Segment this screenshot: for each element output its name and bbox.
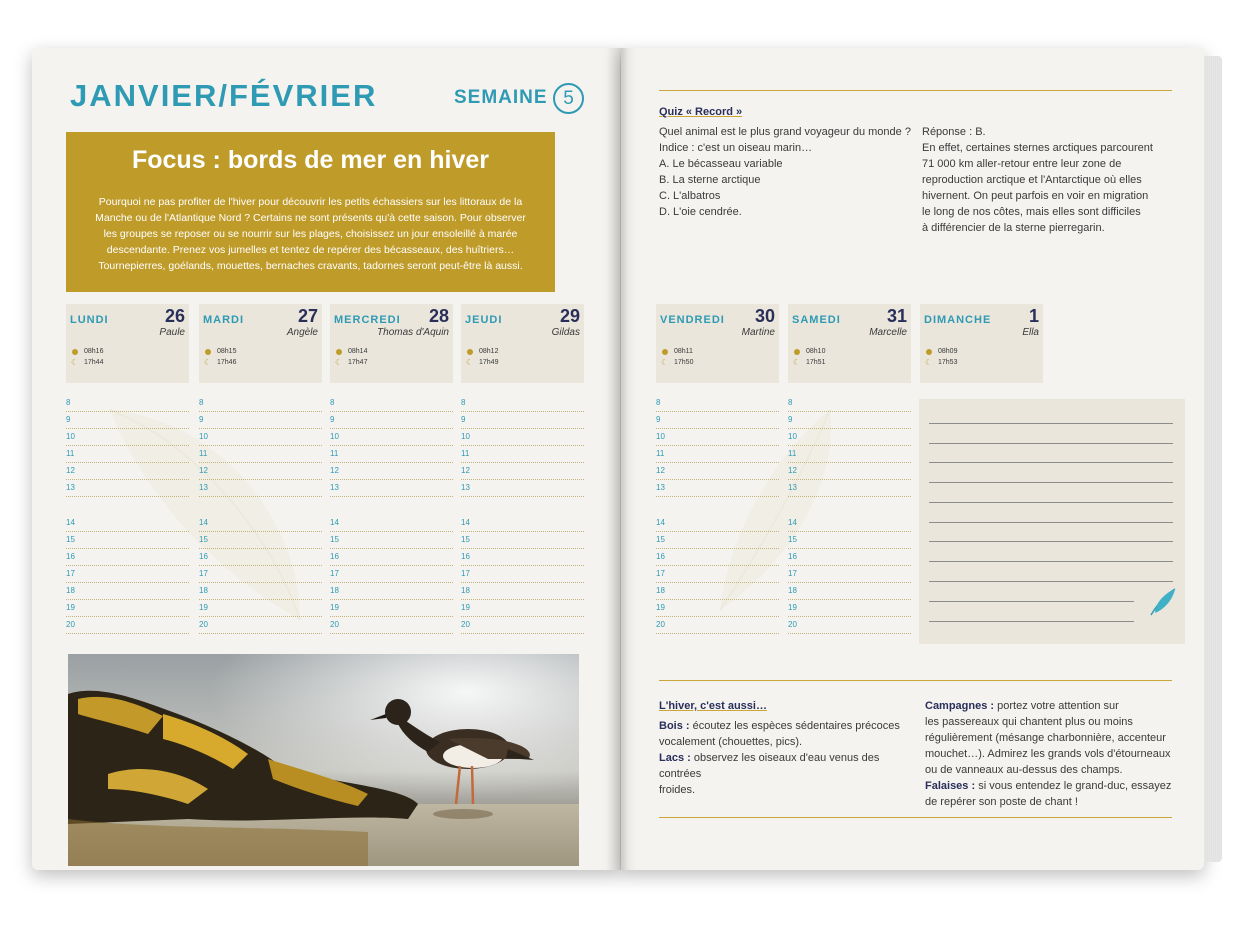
bird-photo bbox=[68, 654, 579, 866]
day-card-dimanche[interactable] bbox=[920, 304, 1043, 383]
hour-slot-jeudi-19[interactable] bbox=[461, 603, 584, 617]
bois-line2: vocalement (chouettes, pics). bbox=[659, 736, 803, 748]
hour-label: 17 bbox=[461, 569, 470, 578]
hour-slot-mardi-16[interactable] bbox=[199, 552, 322, 566]
day-name: SAMEDI bbox=[792, 314, 841, 326]
hour-slot-mercredi-20[interactable] bbox=[330, 620, 453, 634]
hour-slot-mercredi-10[interactable] bbox=[330, 432, 453, 446]
hour-slot-samedi-9[interactable] bbox=[788, 415, 911, 429]
sunrise-time: 08h09 bbox=[938, 348, 958, 355]
day-name: JEUDI bbox=[465, 314, 503, 326]
hour-slot-jeudi-18[interactable] bbox=[461, 586, 584, 600]
hour-slot-lundi-10[interactable] bbox=[66, 432, 189, 446]
campagnes-line-1: régulièrement (mésange charbonnière, accenteur bbox=[925, 732, 1166, 744]
hour-slot-samedi-17[interactable] bbox=[788, 569, 911, 583]
day-number: 31 bbox=[886, 306, 907, 326]
hour-slot-jeudi-17[interactable] bbox=[461, 569, 584, 583]
day-card-samedi[interactable] bbox=[788, 304, 911, 383]
note-line bbox=[929, 561, 1173, 562]
bois-line1: écoutez les espèces sédentaires précoces bbox=[689, 720, 900, 732]
note-line bbox=[929, 462, 1173, 463]
hour-label: 18 bbox=[199, 586, 208, 595]
hour-label: 15 bbox=[656, 535, 665, 544]
quiz-line: B. La sterne arctique bbox=[659, 174, 761, 186]
page-edge-stack bbox=[1204, 56, 1222, 862]
hour-label: 20 bbox=[656, 620, 665, 629]
day-name: LUNDI bbox=[70, 314, 109, 326]
day-number: 28 bbox=[428, 306, 449, 326]
sunrise-time: 08h11 bbox=[674, 348, 693, 355]
quiz-line: Quel animal est le plus grand voyageur du monde ? bbox=[659, 126, 911, 138]
sunrise-time: 08h10 bbox=[806, 348, 826, 355]
campagnes-line1: portez votre attention sur bbox=[994, 700, 1119, 712]
feather-watermark-right bbox=[700, 400, 860, 620]
sun-dot-icon bbox=[336, 349, 342, 355]
sun-dot-icon bbox=[926, 349, 932, 355]
hour-slot-jeudi-10[interactable] bbox=[461, 432, 584, 446]
quiz-answer bbox=[922, 124, 1182, 236]
hour-slot-mardi-18[interactable] bbox=[199, 586, 322, 600]
hour-label: 19 bbox=[788, 603, 797, 612]
hour-label: 20 bbox=[330, 620, 339, 629]
lacs-line1: observez les oiseaux d'eau venus des contrées bbox=[659, 752, 880, 780]
day-number: 26 bbox=[164, 306, 185, 326]
lacs-line2: froides. bbox=[659, 784, 696, 796]
sunset-time: 17h49 bbox=[479, 359, 499, 366]
quiz-line: D. L'oie cendrée. bbox=[659, 206, 742, 218]
hour-label: 10 bbox=[66, 432, 75, 441]
hour-slot-vendredi-15[interactable] bbox=[656, 535, 779, 549]
day-saint: Gildas bbox=[551, 327, 580, 338]
hour-slot-mardi-8[interactable] bbox=[199, 398, 322, 412]
hour-label: 14 bbox=[199, 518, 208, 527]
hour-label: 19 bbox=[656, 603, 665, 612]
hour-label: 13 bbox=[656, 483, 665, 492]
hour-slot-mercredi-17[interactable] bbox=[330, 569, 453, 583]
hour-slot-lundi-15[interactable] bbox=[66, 535, 189, 549]
hour-label: 8 bbox=[461, 398, 466, 407]
hour-label: 16 bbox=[656, 552, 665, 561]
moon-crescent-icon: ☾ bbox=[466, 358, 474, 367]
hour-label: 16 bbox=[461, 552, 470, 561]
hour-slot-jeudi-15[interactable] bbox=[461, 535, 584, 549]
note-line bbox=[929, 423, 1173, 424]
day-name: DIMANCHE bbox=[924, 314, 992, 326]
answer-line: hivernent. On peut parfois en voir en migration bbox=[922, 190, 1149, 202]
hour-slot-vendredi-14[interactable] bbox=[656, 518, 779, 532]
day-name: MERCREDI bbox=[334, 314, 401, 326]
hour-label: 18 bbox=[788, 586, 797, 595]
sun-dot-icon bbox=[72, 349, 78, 355]
hour-label: 17 bbox=[66, 569, 75, 578]
hour-slot-mercredi-18[interactable] bbox=[330, 586, 453, 600]
day-saint: Ella bbox=[1022, 327, 1039, 338]
sunrise-time: 08h16 bbox=[84, 348, 104, 355]
quiz-line: C. L'albatros bbox=[659, 190, 721, 202]
answer-line: 71 000 km aller-retour entre leur zone de bbox=[922, 158, 1122, 170]
hour-label: 11 bbox=[656, 449, 665, 458]
day-saint: Martine bbox=[741, 327, 775, 338]
hour-slot-mercredi-13[interactable] bbox=[330, 483, 453, 497]
hour-slot-mardi-13[interactable] bbox=[199, 483, 322, 497]
sunset-time: 17h50 bbox=[674, 359, 694, 366]
hour-slot-mardi-9[interactable] bbox=[199, 415, 322, 429]
note-line bbox=[929, 581, 1173, 582]
hour-slot-mercredi-15[interactable] bbox=[330, 535, 453, 549]
hour-label: 9 bbox=[330, 415, 335, 424]
hour-slot-lundi-8[interactable] bbox=[66, 398, 189, 412]
hour-label: 17 bbox=[788, 569, 797, 578]
hour-slot-mardi-20[interactable] bbox=[199, 620, 322, 634]
day-name: VENDREDI bbox=[660, 314, 725, 326]
answer-line: En effet, certaines sternes arctiques parcourent bbox=[922, 142, 1153, 154]
hour-slot-samedi-16[interactable] bbox=[788, 552, 911, 566]
hour-slot-jeudi-13[interactable] bbox=[461, 483, 584, 497]
note-line bbox=[929, 502, 1173, 503]
hour-slot-samedi-18[interactable] bbox=[788, 586, 911, 600]
hour-slot-lundi-12[interactable] bbox=[66, 466, 189, 480]
hour-label: 12 bbox=[199, 466, 208, 475]
hour-label: 14 bbox=[66, 518, 75, 527]
falaises-line1: si vous entendez le grand-duc, essayez bbox=[975, 780, 1172, 792]
moon-crescent-icon: ☾ bbox=[661, 358, 669, 367]
moon-crescent-icon: ☾ bbox=[335, 358, 343, 367]
hour-label: 15 bbox=[330, 535, 339, 544]
hour-label: 10 bbox=[656, 432, 665, 441]
hour-slot-vendredi-16[interactable] bbox=[656, 552, 779, 566]
winter-left-column bbox=[659, 718, 921, 798]
day-saint: Paule bbox=[159, 327, 185, 338]
hour-label: 9 bbox=[66, 415, 71, 424]
campagnes-line-2: mouchet…). Admirez les grands vols d'étourneaux bbox=[925, 748, 1171, 760]
hour-slot-jeudi-14[interactable] bbox=[461, 518, 584, 532]
hour-slot-lundi-13[interactable] bbox=[66, 483, 189, 497]
day-card-mardi[interactable] bbox=[199, 304, 322, 383]
hour-slot-vendredi-10[interactable] bbox=[656, 432, 779, 446]
hour-label: 16 bbox=[199, 552, 208, 561]
hour-label: 15 bbox=[199, 535, 208, 544]
hour-slot-mercredi-8[interactable] bbox=[330, 398, 453, 412]
note-line bbox=[929, 443, 1173, 444]
answer-line: reproduction arctique et l'Antarctique où elles bbox=[922, 174, 1142, 186]
campagnes-line-3: ou de vanneaux au-dessus des champs. bbox=[925, 764, 1123, 776]
hour-label: 15 bbox=[788, 535, 797, 544]
hour-label: 11 bbox=[788, 449, 797, 458]
hour-slot-samedi-14[interactable] bbox=[788, 518, 911, 532]
hour-label: 19 bbox=[461, 603, 470, 612]
hour-label: 18 bbox=[66, 586, 75, 595]
hour-slot-jeudi-9[interactable] bbox=[461, 415, 584, 429]
quiz-top-rule bbox=[659, 90, 1172, 91]
hour-label: 15 bbox=[66, 535, 75, 544]
hour-label: 11 bbox=[199, 449, 208, 458]
day-card-vendredi[interactable] bbox=[656, 304, 779, 383]
sunrise-time: 08h15 bbox=[217, 348, 237, 355]
hour-label: 9 bbox=[461, 415, 466, 424]
notes-box[interactable] bbox=[919, 399, 1185, 644]
week-label: SEMAINE bbox=[454, 87, 548, 108]
hour-slot-lundi-14[interactable] bbox=[66, 518, 189, 532]
hour-label: 8 bbox=[199, 398, 204, 407]
sunset-time: 17h53 bbox=[938, 359, 958, 366]
hour-slot-samedi-11[interactable] bbox=[788, 449, 911, 463]
hour-slot-vendredi-11[interactable] bbox=[656, 449, 779, 463]
campagnes-label: Campagnes : bbox=[925, 700, 995, 712]
hour-label: 9 bbox=[199, 415, 204, 424]
sun-dot-icon bbox=[205, 349, 211, 355]
hour-slot-jeudi-8[interactable] bbox=[461, 398, 584, 412]
hour-label: 8 bbox=[656, 398, 661, 407]
hour-slot-lundi-18[interactable] bbox=[66, 586, 189, 600]
day-card-jeudi[interactable] bbox=[461, 304, 584, 383]
hour-slot-vendredi-12[interactable] bbox=[656, 466, 779, 480]
hour-label: 19 bbox=[66, 603, 75, 612]
hour-label: 18 bbox=[461, 586, 470, 595]
hour-label: 8 bbox=[788, 398, 793, 407]
focus-title: Focus : bords de mer en hiver bbox=[131, 146, 490, 174]
hour-slot-jeudi-20[interactable] bbox=[461, 620, 584, 634]
hour-label: 11 bbox=[330, 449, 339, 458]
hour-label: 9 bbox=[656, 415, 661, 424]
hour-label: 11 bbox=[461, 449, 470, 458]
hour-slot-mercredi-16[interactable] bbox=[330, 552, 453, 566]
hour-label: 12 bbox=[330, 466, 339, 475]
hour-label: 13 bbox=[788, 483, 797, 492]
quiz-line: Indice : c'est un oiseau marin… bbox=[659, 142, 813, 154]
hour-slot-mardi-14[interactable] bbox=[199, 518, 322, 532]
hour-slot-samedi-20[interactable] bbox=[788, 620, 911, 634]
falaises-line2: de repérer son poste de chant ! bbox=[925, 796, 1078, 808]
hour-label: 18 bbox=[656, 586, 665, 595]
winter-heading: L'hiver, c'est aussi… bbox=[659, 700, 767, 712]
quiz-question bbox=[659, 124, 919, 220]
hour-label: 17 bbox=[199, 569, 208, 578]
sun-dot-icon bbox=[467, 349, 473, 355]
hour-label: 14 bbox=[330, 518, 339, 527]
bois-label: Bois : bbox=[659, 720, 690, 732]
week-number-badge: 5 bbox=[553, 83, 584, 114]
hour-slot-lundi-17[interactable] bbox=[66, 569, 189, 583]
hour-slot-vendredi-9[interactable] bbox=[656, 415, 779, 429]
hour-slot-vendredi-17[interactable] bbox=[656, 569, 779, 583]
hour-label: 17 bbox=[656, 569, 665, 578]
hour-slot-vendredi-13[interactable] bbox=[656, 483, 779, 497]
moon-crescent-icon: ☾ bbox=[925, 358, 933, 367]
hour-label: 13 bbox=[199, 483, 208, 492]
lacs-label: Lacs : bbox=[659, 752, 691, 764]
hour-slot-mercredi-11[interactable] bbox=[330, 449, 453, 463]
hour-slot-jeudi-11[interactable] bbox=[461, 449, 584, 463]
hour-slot-samedi-12[interactable] bbox=[788, 466, 911, 480]
focus-box bbox=[66, 132, 555, 292]
hour-label: 13 bbox=[461, 483, 470, 492]
note-line bbox=[929, 541, 1173, 542]
hour-label: 20 bbox=[199, 620, 208, 629]
day-saint: Marcelle bbox=[869, 327, 907, 338]
hour-slot-vendredi-20[interactable] bbox=[656, 620, 779, 634]
falaises-label: Falaises : bbox=[925, 780, 976, 792]
hour-label: 17 bbox=[330, 569, 339, 578]
day-number: 30 bbox=[754, 306, 775, 326]
hour-label: 14 bbox=[788, 518, 797, 527]
hour-label: 10 bbox=[461, 432, 470, 441]
answer-line: le long de nos côtes, mais elles sont difficiles bbox=[922, 206, 1141, 218]
hour-slot-vendredi-18[interactable] bbox=[656, 586, 779, 600]
hour-label: 15 bbox=[461, 535, 470, 544]
day-number: 27 bbox=[297, 306, 318, 326]
hour-slot-mardi-19[interactable] bbox=[199, 603, 322, 617]
hour-slot-jeudi-16[interactable] bbox=[461, 552, 584, 566]
hour-label: 10 bbox=[788, 432, 797, 441]
bird-photo-image bbox=[68, 654, 579, 866]
sunrise-time: 08h12 bbox=[479, 348, 499, 355]
feather-icon bbox=[1147, 585, 1181, 619]
hour-label: 12 bbox=[461, 466, 470, 475]
hour-label: 12 bbox=[66, 466, 75, 475]
answer-line: à différencier de la sterne pierregarin. bbox=[922, 222, 1105, 234]
hour-label: 11 bbox=[66, 449, 75, 458]
hour-slot-mercredi-19[interactable] bbox=[330, 603, 453, 617]
hour-label: 13 bbox=[66, 483, 75, 492]
campagnes-line-0: les passereaux qui chantent plus ou moins bbox=[925, 716, 1133, 728]
focus-text: Pourquoi ne pas profiter de l'hiver pour découvrir les petits échassiers sur les littoraux de la Manche ou de l'Atlantique Nord ? Certains ne sont présents qu'à cette saison. Pour observer les groupes se reposer ou se nourrir sur les plages, choisissez un jour ensoleillé à marée descendante. Prenez vos jumelles et tentez de repérer des bécasseaux, des huîtriers… Tournepierres, goélands, mouettes, bernaches cravants, tadornes seront peut-être là aussi. bbox=[95, 196, 526, 272]
hour-label: 20 bbox=[788, 620, 797, 629]
hour-label: 10 bbox=[330, 432, 339, 441]
hour-slot-mercredi-9[interactable] bbox=[330, 415, 453, 429]
hour-slot-samedi-15[interactable] bbox=[788, 535, 911, 549]
hour-label: 10 bbox=[199, 432, 208, 441]
day-card-lundi[interactable] bbox=[66, 304, 189, 383]
day-card-mercredi[interactable] bbox=[330, 304, 453, 383]
hour-slot-samedi-19[interactable] bbox=[788, 603, 911, 617]
hour-label: 18 bbox=[330, 586, 339, 595]
hour-slot-mardi-15[interactable] bbox=[199, 535, 322, 549]
hour-label: 16 bbox=[330, 552, 339, 561]
hour-slot-lundi-19[interactable] bbox=[66, 603, 189, 617]
hour-slot-lundi-20[interactable] bbox=[66, 620, 189, 634]
hour-label: 19 bbox=[199, 603, 208, 612]
sunset-time: 17h51 bbox=[806, 359, 826, 366]
note-line bbox=[929, 621, 1134, 622]
sun-dot-icon bbox=[794, 349, 800, 355]
moon-crescent-icon: ☾ bbox=[793, 358, 801, 367]
hour-label: 16 bbox=[788, 552, 797, 561]
day-saint: Thomas d'Aquin bbox=[377, 327, 449, 338]
quiz-line: A. Le bécasseau variable bbox=[659, 158, 783, 170]
hour-slot-lundi-16[interactable] bbox=[66, 552, 189, 566]
note-line bbox=[929, 482, 1173, 483]
answer-line: Réponse : B. bbox=[922, 126, 986, 138]
day-number: 1 bbox=[1028, 306, 1039, 326]
hour-slot-lundi-11[interactable] bbox=[66, 449, 189, 463]
day-saint: Angèle bbox=[286, 327, 318, 338]
hour-slot-mercredi-12[interactable] bbox=[330, 466, 453, 480]
hour-label: 8 bbox=[330, 398, 335, 407]
day-number: 29 bbox=[559, 306, 580, 326]
sunset-time: 17h44 bbox=[84, 359, 104, 366]
sunset-time: 17h47 bbox=[348, 359, 368, 366]
hour-slot-jeudi-12[interactable] bbox=[461, 466, 584, 480]
hour-label: 12 bbox=[788, 466, 797, 475]
moon-crescent-icon: ☾ bbox=[204, 358, 212, 367]
hour-slot-vendredi-8[interactable] bbox=[656, 398, 779, 412]
hour-label: 14 bbox=[461, 518, 470, 527]
hour-slot-lundi-9[interactable] bbox=[66, 415, 189, 429]
book-spine bbox=[606, 48, 636, 870]
day-name: MARDI bbox=[203, 314, 245, 326]
hour-label: 16 bbox=[66, 552, 75, 561]
hour-slot-mercredi-14[interactable] bbox=[330, 518, 453, 532]
winter-top-rule bbox=[659, 680, 1172, 681]
hour-slot-samedi-13[interactable] bbox=[788, 483, 911, 497]
hour-slot-vendredi-19[interactable] bbox=[656, 603, 779, 617]
winter-right-column bbox=[925, 698, 1187, 810]
month-title: JANVIER/FÉVRIER bbox=[70, 78, 378, 113]
hour-slot-mardi-10[interactable] bbox=[199, 432, 322, 446]
hour-label: 9 bbox=[788, 415, 793, 424]
hour-label: 19 bbox=[330, 603, 339, 612]
hour-slot-mardi-12[interactable] bbox=[199, 466, 322, 480]
hour-slot-samedi-8[interactable] bbox=[788, 398, 911, 412]
winter-bottom-rule bbox=[659, 817, 1172, 818]
hour-label: 14 bbox=[656, 518, 665, 527]
sun-dot-icon bbox=[662, 349, 668, 355]
hour-label: 8 bbox=[66, 398, 71, 407]
hour-label: 20 bbox=[461, 620, 470, 629]
hour-label: 13 bbox=[330, 483, 339, 492]
hour-label: 12 bbox=[656, 466, 665, 475]
sunset-time: 17h46 bbox=[217, 359, 237, 366]
hour-slot-mardi-11[interactable] bbox=[199, 449, 322, 463]
hour-label: 20 bbox=[66, 620, 75, 629]
hour-slot-samedi-10[interactable] bbox=[788, 432, 911, 446]
note-line bbox=[929, 601, 1134, 602]
moon-crescent-icon: ☾ bbox=[71, 358, 79, 367]
quiz-heading: Quiz « Record » bbox=[659, 106, 743, 118]
hour-slot-mardi-17[interactable] bbox=[199, 569, 322, 583]
sunrise-time: 08h14 bbox=[348, 348, 368, 355]
note-line bbox=[929, 522, 1173, 523]
